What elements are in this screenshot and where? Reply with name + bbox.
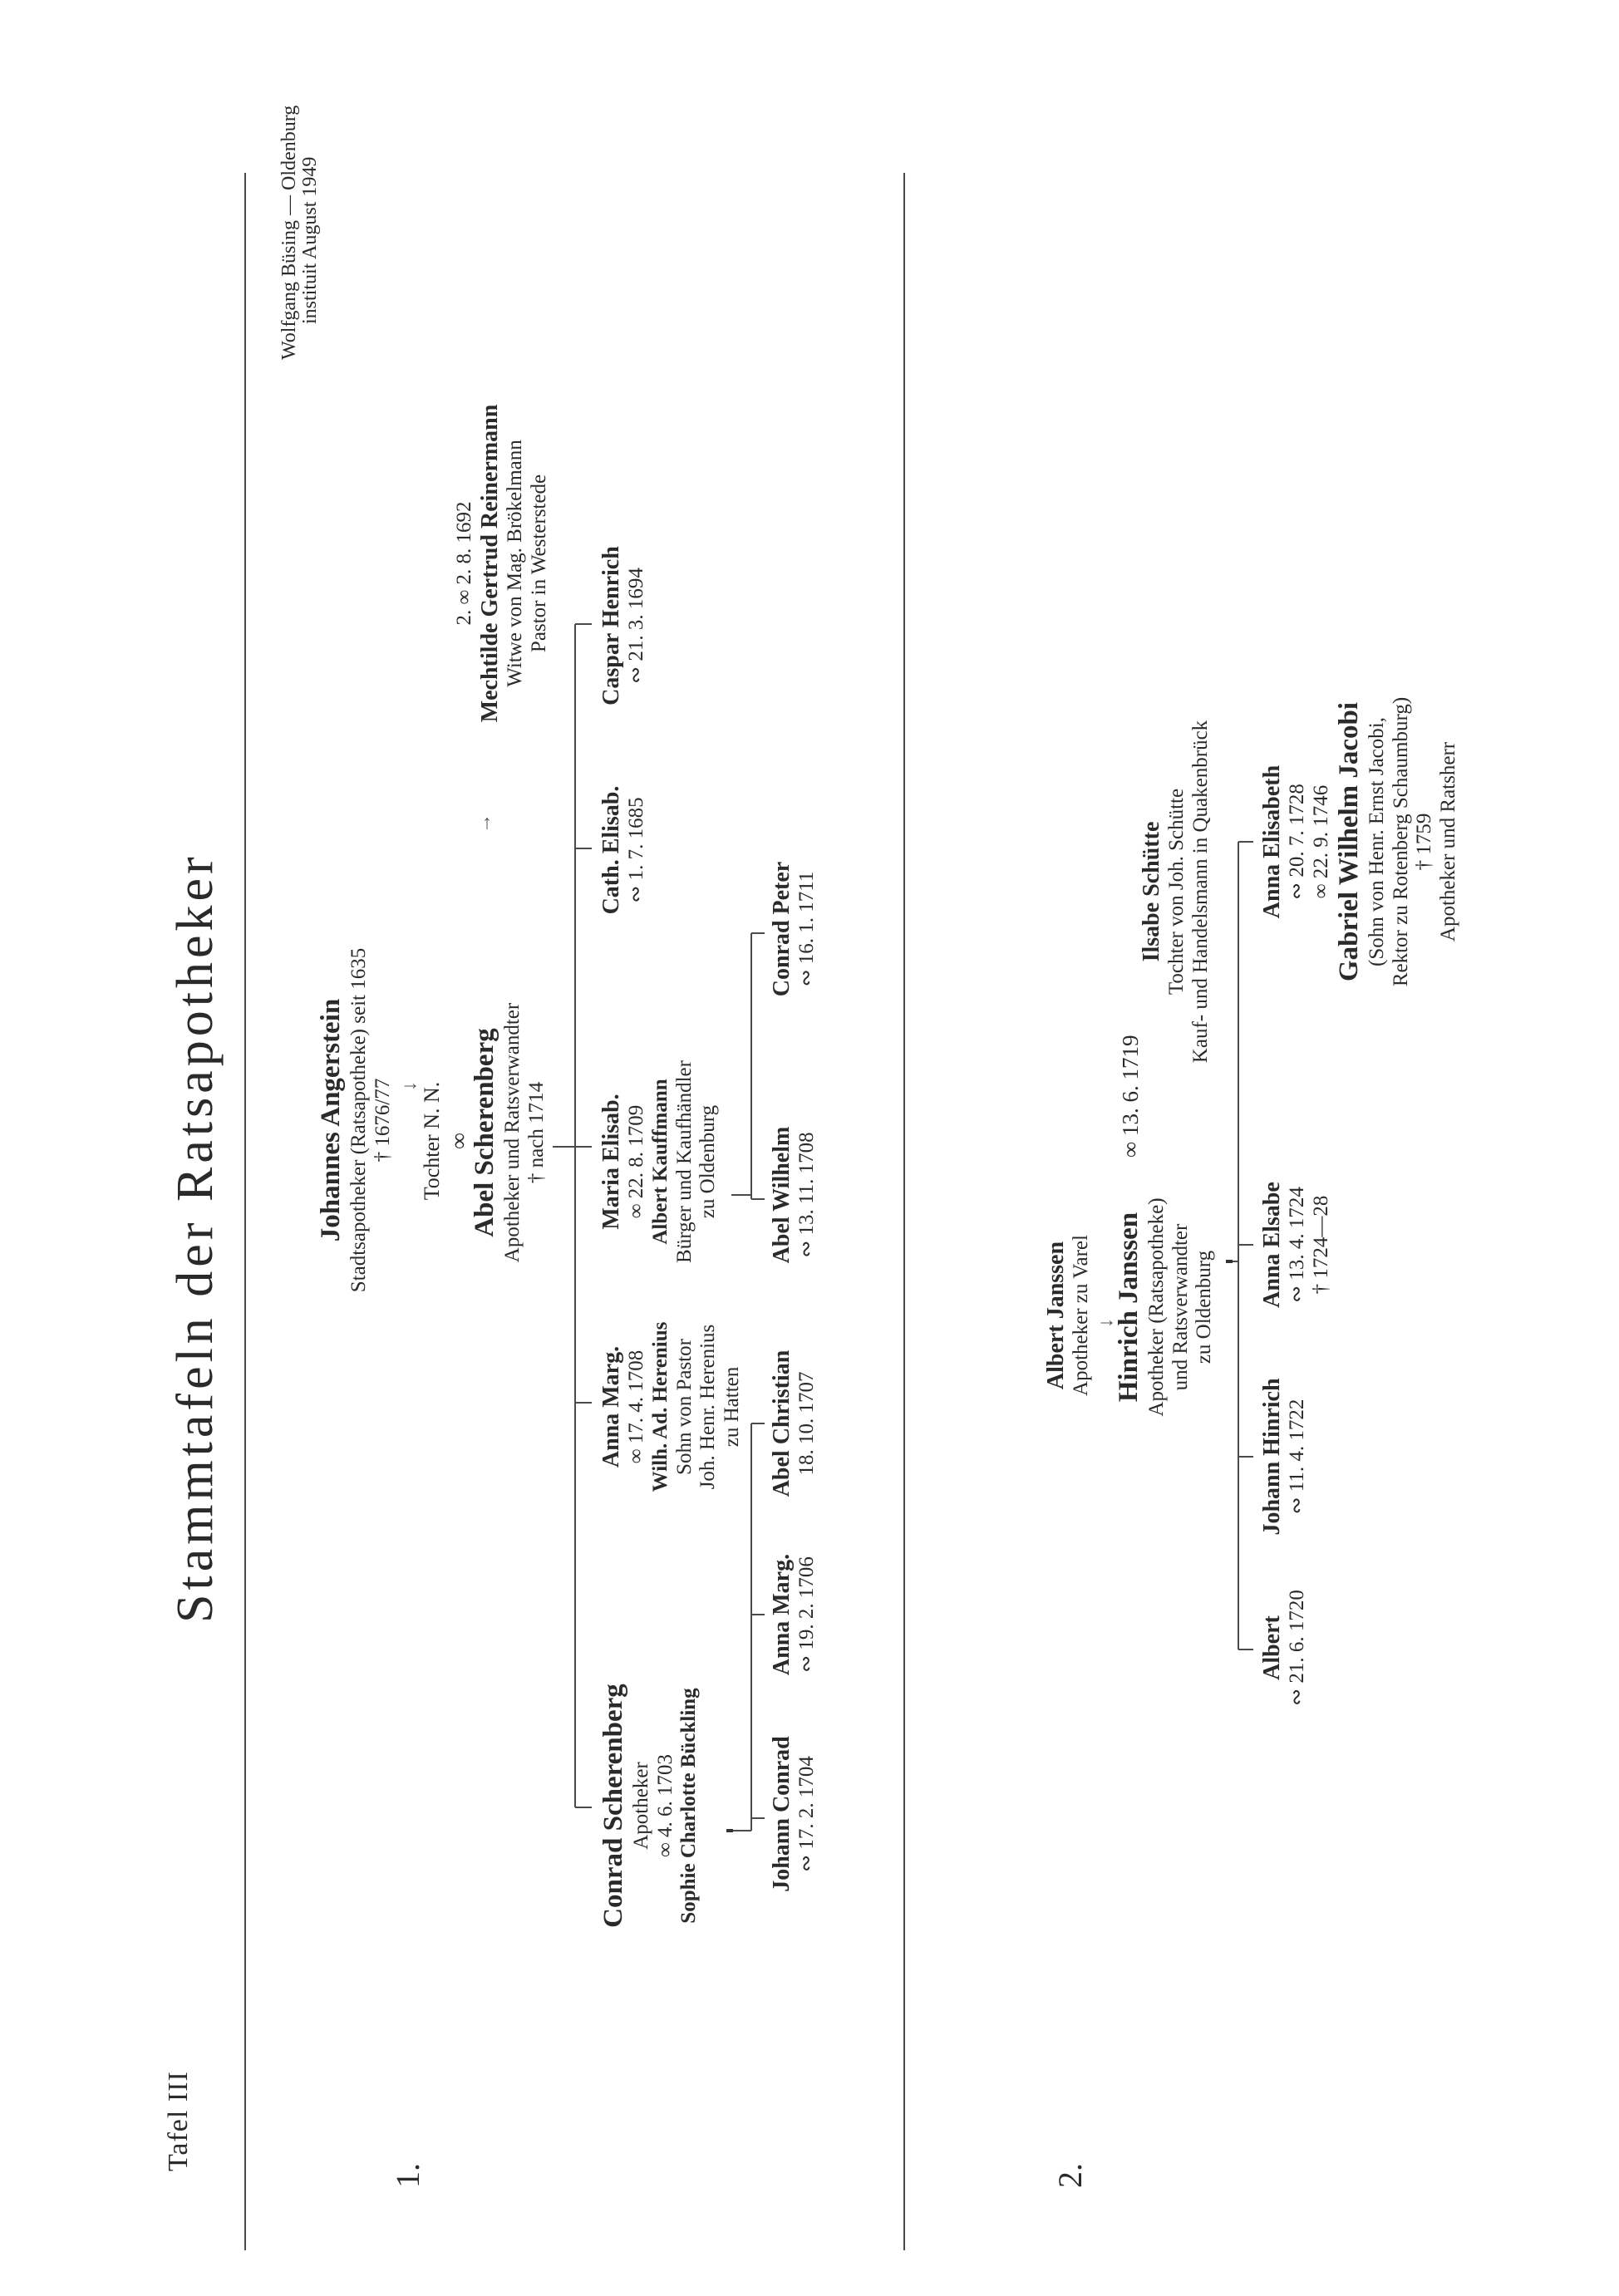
child-line: ∾ 1. 7. 1685: [625, 797, 648, 903]
grandchild-conrad-peter: [769, 842, 819, 1016]
child2-line: † 1724—28: [1309, 1195, 1332, 1295]
hinrich-janssen-block: [1114, 1182, 1217, 1432]
grandchild-abel-christian: [769, 1336, 819, 1511]
marriage-sign: ∞: [446, 1133, 472, 1149]
child2-line: ∞ 22. 9. 1746: [1309, 784, 1332, 899]
child-line: Apotheker: [629, 1762, 652, 1850]
child-line: zu Hatten: [721, 1366, 744, 1448]
tafel-label: Tafel III: [163, 2071, 194, 2171]
angerstein-block: [316, 933, 395, 1307]
child2-line: ∾ 20. 7. 1728: [1286, 784, 1309, 900]
page-title: Stammtafeln der Ratsapotheker: [167, 853, 224, 1623]
second-wife-line1: 2. ∞ 2. 8. 1692: [453, 501, 475, 626]
ilsabe-line2: Kauf- und Handelsmann in Quakenbrück: [1188, 720, 1212, 1064]
grandchild-line: ∾ 13. 11. 1708: [795, 1132, 819, 1258]
child2-line: ∾ 21. 6. 1720: [1286, 1590, 1309, 1706]
child-maria-elisab: [598, 1020, 721, 1303]
child-name: Maria Elisab.: [598, 1094, 624, 1230]
child2-anna-elsabe: [1259, 1158, 1334, 1332]
child-line: Wilh. Ad. Herenius: [648, 1321, 672, 1492]
angerstein-line2: † 1676/77: [371, 1078, 394, 1163]
grandchild-name: Johann Conrad: [769, 1736, 795, 1892]
abel-name: Abel Scherenberg: [470, 1028, 499, 1237]
child-name: Cath. Elisab.: [598, 785, 624, 915]
grandchild-name: Abel Christian: [769, 1350, 795, 1497]
arrow-down-icon: ↓: [399, 1081, 421, 1091]
grandchild-line: ∾ 16. 1. 1711: [795, 871, 819, 987]
child-line: Bürger und Kaufhändler: [672, 1060, 696, 1263]
arrow-down-icon: ↓: [1095, 1318, 1117, 1328]
hinrich-line1: Apotheker (Ratsapotheke): [1144, 1197, 1168, 1417]
child-conrad: [598, 1664, 701, 1947]
angerstein-line1: Stadtsapotheker (Ratsapotheke) seit 1635: [347, 947, 370, 1293]
child-cath-elisab: [598, 750, 649, 950]
second-wife-line2: Witwe von Mag. Brökelmann: [503, 440, 526, 687]
grandchild-name: Abel Wilhelm: [769, 1126, 795, 1264]
hinrich-line3: zu Oldenburg: [1193, 1250, 1216, 1364]
grandchild-johann-conrad: [769, 1731, 819, 1897]
ilsabe-name: Ilsabe Schütte: [1139, 821, 1164, 962]
tochter-label: Tochter N. N.: [420, 1081, 444, 1201]
child-line: ∞ 4. 6. 1703: [653, 1753, 677, 1858]
child2-anna-elisabeth: [1259, 750, 1334, 933]
child-line: Sophie Charlotte Bückling: [677, 1688, 701, 1924]
second-wife-block: [453, 385, 551, 742]
abel-block: [470, 958, 549, 1307]
child2-line: ∾ 11. 4. 1722: [1286, 1399, 1309, 1515]
grandchild-anna-marg: [769, 1531, 819, 1698]
grandchild-name: Anna Marg.: [769, 1553, 795, 1676]
albert-janssen-block: [1043, 1207, 1094, 1423]
child2-name: Anna Elisabeth: [1259, 765, 1285, 919]
jacobi-line2: Rektor zu Rotenberg Schaumburg): [1389, 696, 1412, 987]
child2-johann-hinrich: [1259, 1361, 1310, 1552]
albert-janssen-line1: Apotheker zu Varel: [1070, 1235, 1093, 1396]
grandchild-name: Conrad Peter: [769, 861, 795, 997]
abel-line1: Apotheker und Ratsverwandter: [500, 1002, 524, 1263]
grandchild-abel-wilhelm: [769, 1108, 819, 1282]
ilsabe-line1: Tochter von Joh. Schütte: [1165, 788, 1188, 996]
child-line: zu Oldenburg: [696, 1104, 720, 1219]
angerstein-name: Johannes Angerstein: [316, 998, 346, 1242]
author-line: Wolfgang Büsing — Oldenburg: [278, 105, 300, 360]
hinrich-line2: und Ratsverwandter: [1169, 1223, 1192, 1391]
grandchild-line: ∾ 17. 2. 1704: [795, 1756, 819, 1872]
second-wife-line3: Pastor in Westerstede: [527, 474, 550, 653]
child2-name: Albert: [1259, 1615, 1285, 1680]
arrow-right-icon: →: [474, 814, 495, 833]
child2-line: ∾ 13. 4. 1724: [1286, 1187, 1309, 1303]
child-line: ∾ 21. 3. 1694: [625, 568, 648, 684]
grandchild-line: 18. 10. 1707: [795, 1371, 819, 1476]
albert-janssen-name: Albert Janssen: [1043, 1241, 1069, 1390]
child-caspar-henrich: [598, 518, 649, 734]
jacobi-line4: Apotheker und Ratsherr: [1437, 741, 1460, 942]
ilsabe-block: [1139, 667, 1213, 1116]
abel-line2: † nach 1714: [524, 1081, 548, 1184]
child-line: ∞ 17. 4. 1708: [625, 1350, 648, 1464]
child2-name: Anna Elsabe: [1259, 1182, 1285, 1308]
section-number-1: 1.: [389, 2163, 426, 2188]
child-name: Conrad Scherenberg: [598, 1684, 628, 1928]
child-name: Caspar Henrich: [598, 546, 624, 706]
child-name: Anna Marg.: [598, 1345, 624, 1468]
jacobi-name: Gabriel Wilhelm Jacobi: [1334, 701, 1364, 982]
jacobi-line3: † 1759: [1413, 813, 1436, 871]
grandchild-line: ∾ 19. 2. 1706: [795, 1556, 819, 1673]
jacobi-line1: (Sohn von Henr. Ernst Jacobi,: [1365, 717, 1388, 966]
child-line: Joh. Henr. Herenius: [696, 1324, 720, 1490]
child-anna-marg: [598, 1266, 745, 1548]
second-wife-name: Mechtilde Gertrud Reinermann: [476, 404, 503, 723]
child-line: Albert Kauffmann: [648, 1079, 672, 1245]
marriage-date: ∞ 13. 6. 1719: [1118, 1035, 1143, 1158]
section-number-2: 2.: [1051, 2163, 1089, 2188]
child2-albert: [1259, 1565, 1310, 1731]
child2-name: Johann Hinrich: [1259, 1378, 1285, 1536]
child-line: Sohn von Pastor: [672, 1339, 696, 1475]
child-line: ∞ 22. 8. 1709: [625, 1104, 648, 1219]
jacobi-block: [1334, 667, 1461, 1016]
date-line: instituit August 1949: [299, 156, 321, 324]
hinrich-janssen-name: Hinrich Janssen: [1114, 1212, 1144, 1403]
